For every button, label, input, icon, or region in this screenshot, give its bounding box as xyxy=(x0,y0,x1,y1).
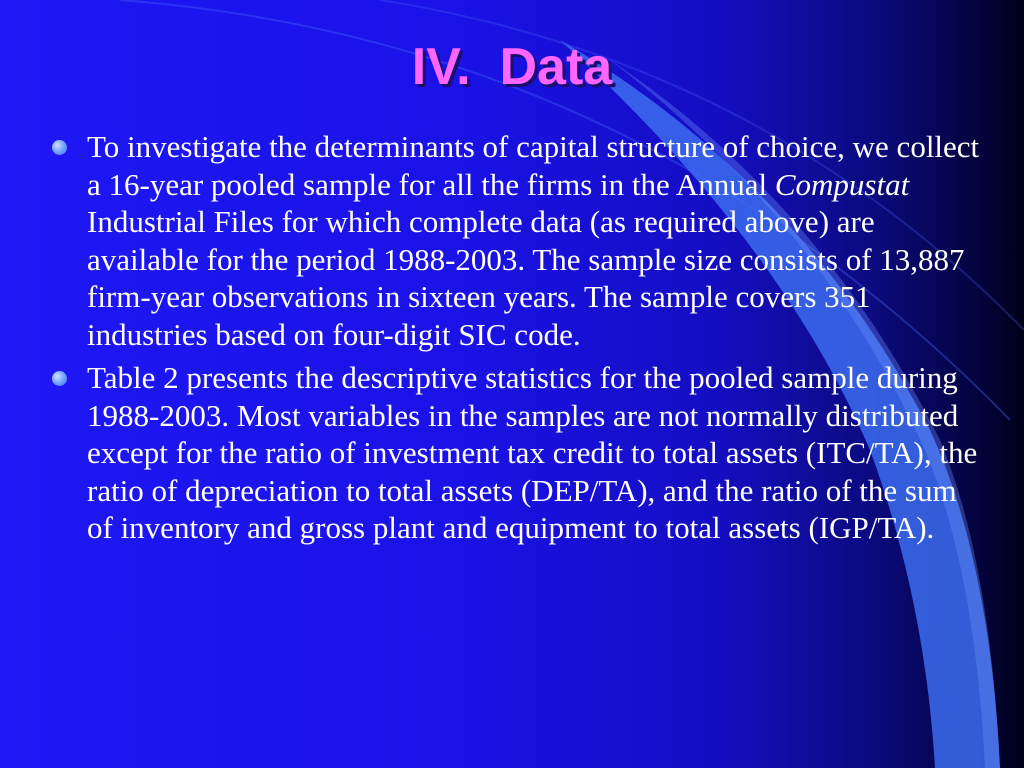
bullet-item-statistics xyxy=(50,359,980,547)
bullet-dot-icon xyxy=(52,371,67,386)
bullet-text-part: Industrial Files for which complete data (as required above) are available for the period 1988-2003. The sample size consists of 13,887 firm-year observations in sixteen years. The sample covers 351 industries based on four-digit SIC code. xyxy=(87,204,965,352)
bullet-text xyxy=(87,128,980,353)
bullet-dot-icon xyxy=(52,140,67,155)
slide-title: IV. Data xyxy=(411,38,613,96)
bullet-list xyxy=(50,128,980,553)
bullet-text-part: To investigate the determinants of capital structure of choice, we collect a 16-year pooled sample for all the firms in the Annual xyxy=(87,129,980,202)
bullet-item-sample xyxy=(50,128,980,353)
bullet-text: Table 2 presents the descriptive statistics for the pooled sample during 1988-2003. Most variables in the samples are not normally distributed except for the ratio of investment tax credit to total assets (ITC/TA), the ratio of depreciation to total assets (DEP/TA), and the ratio of the sum of inventory and gross plant and equipment to total assets (IGP/TA). xyxy=(87,360,978,545)
bullet-text-italic: Compustat xyxy=(774,166,910,202)
